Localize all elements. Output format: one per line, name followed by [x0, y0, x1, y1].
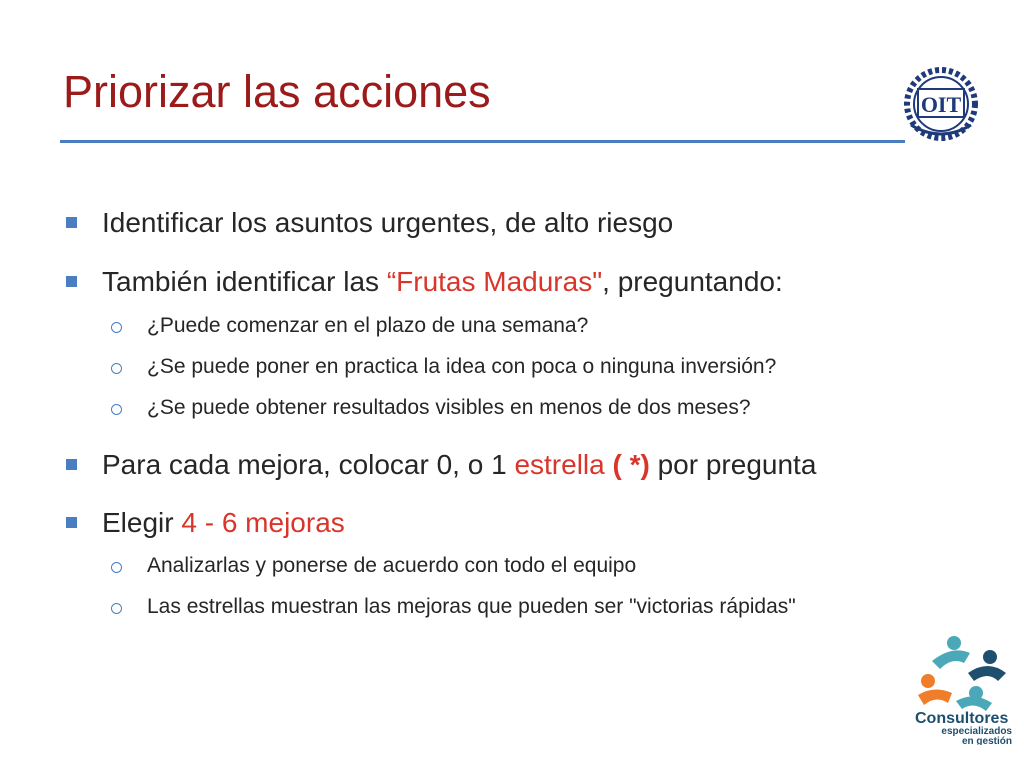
highlight-star-symbol: ( *) — [612, 449, 650, 480]
slide-title: Priorizar las acciones — [63, 66, 491, 117]
consultores-text: Consultores — [915, 710, 1009, 727]
circle-bullet-icon — [111, 322, 122, 333]
circle-bullet-icon — [111, 562, 122, 573]
sub-item: ¿Puede comenzar en el plazo de una semana? — [147, 314, 589, 337]
oit-logo — [897, 65, 985, 143]
highlight-estrella: estrella — [514, 449, 605, 480]
especializados-text: especializados — [941, 726, 1012, 737]
circle-bullet-icon — [111, 404, 122, 415]
people-icon — [918, 636, 1006, 711]
sub-item: Analizarlas y ponerse de acuerdo con todo el equipo — [147, 554, 637, 577]
consultores-logo — [912, 633, 1014, 745]
oit-logo-text: OIT — [920, 92, 962, 117]
square-bullet-icon — [66, 276, 77, 287]
en-gestion-text: en gestión — [961, 736, 1012, 745]
square-bullet-icon — [66, 459, 77, 470]
sub-item: ¿Se puede poner en practica la idea con poca o ninguna inversión? — [147, 355, 777, 378]
sub-item: ¿Se puede obtener resultados visibles en menos de dos meses? — [147, 396, 751, 419]
sub-item: Las estrellas muestran las mejoras que pueden ser "victorias rápidas" — [147, 595, 796, 618]
square-bullet-icon — [66, 517, 77, 528]
bullet-item-3: Para cada mejora, colocar 0, o 1 estrella ( *) por pregunta — [102, 449, 817, 480]
highlight-mejoras: 4 - 6 mejoras — [181, 507, 345, 538]
circle-bullet-icon — [111, 603, 122, 614]
square-bullet-icon — [66, 217, 77, 228]
bullet-item-2: También identificar las “Frutas Maduras", preguntando: — [102, 266, 783, 297]
highlight-frutas-maduras: “Frutas Maduras" — [386, 266, 603, 297]
bullet-item-4: Elegir 4 - 6 mejoras — [102, 507, 345, 538]
bullet-item-1: Identificar los asuntos urgentes, de alto riesgo — [102, 207, 674, 238]
circle-bullet-icon — [111, 363, 122, 374]
title-underline — [60, 140, 905, 143]
